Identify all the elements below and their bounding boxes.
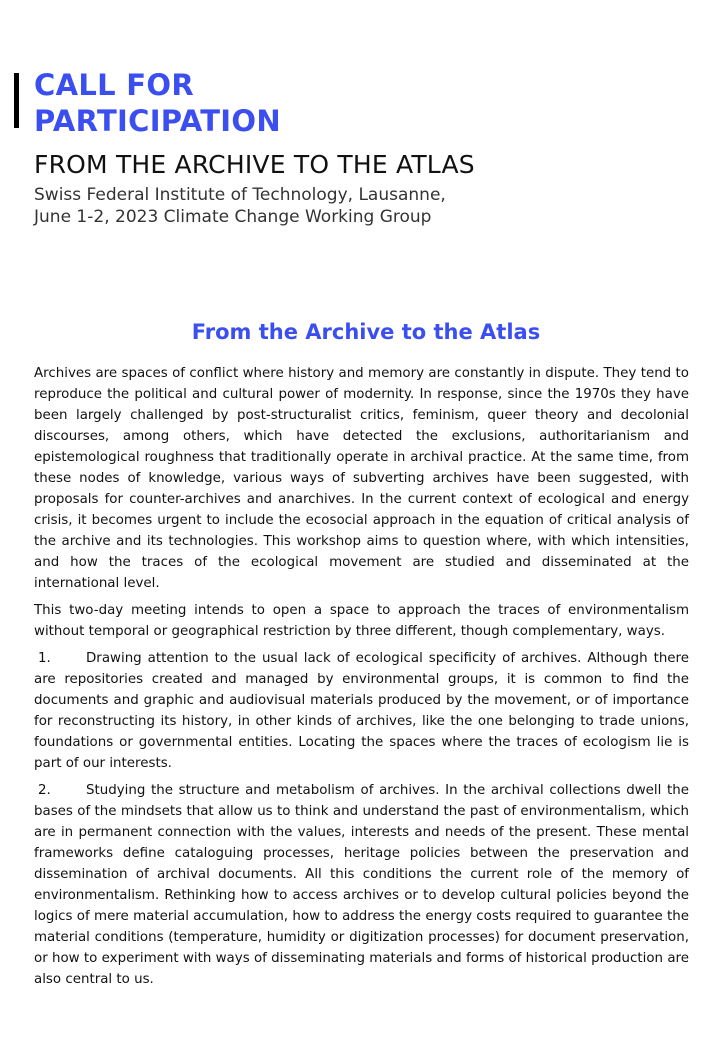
list-item-1 — [34, 648, 689, 774]
subtitle-line-1: Swiss Federal Institute of Technology, Lausanne, — [34, 185, 446, 205]
event-title: FROM THE ARCHIVE TO THE ATLAS — [34, 150, 475, 179]
accent-bar — [14, 73, 19, 128]
list-item-number: 2. — [38, 783, 51, 798]
event-subtitle — [34, 184, 446, 228]
body-text — [34, 363, 689, 996]
paragraph-meeting: This two-day meeting intends to open a space to approach the traces of environmentalism without temporal or geographical restriction by three different, though complementary, ways. — [34, 603, 689, 639]
list-item-text: Drawing attention to the usual lack of ecological specificity of archives. Although there are repositories created and managed by environmental groups, it is common to find the documents and graphic and audiovisual materials produced by the movement, or of importance for reconstructing its history, in other kinds of archives, like the one belonging to trade unions, foundations or governmental entities. Locating the spaces where the traces of ecologism lie is part of our interests. — [34, 651, 689, 771]
call-line-1: CALL FOR — [34, 68, 194, 102]
subtitle-line-2: June 1-2, 2023 Climate Change Working Group — [34, 207, 432, 227]
list-item-text: Studying the structure and metabolism of archives. In the archival collections dwell the bases of the mindsets that allow us to think and understand the past of environmentalism, which are in permanent connection with the values, interests and needs of the present. These mental frameworks define cataloguing processes, heritage policies between the preservation and dissemination of archival documents. All this conditions the current role of the memory of environmentalism. Rethinking how to access archives or to develop cultural policies beyond the logics of mere material accumulation, how to address the energy costs required to guarantee the material conditions (temperature, humidity or digitization processes) for document preservation, or how to experiment with ways of disseminating materials and forms of historical production are also central to us. — [34, 783, 689, 987]
list-item-2 — [34, 780, 689, 990]
call-for-participation-heading — [34, 67, 281, 139]
paragraph-intro: Archives are spaces of conflict where history and memory are constantly in dispute. They tend to reproduce the political and cultural power of modernity. In response, since the 1970s they have been largely challenged by post-structuralist critics, feminism, queer theory and decolonial discourses, among others, which have detected the exclusions, authoritarianism and epistemological roughness that traditionally operate in archival practice. At the same time, from these nodes of knowledge, various ways of subverting archives have been suggested, with proposals for counter-archives and anarchives. In the current context of ecological and energy crisis, it becomes urgent to include the ecosocial approach in the equation of critical analysis of the archive and its technologies. This workshop aims to question where, with which intensities, and how the traces of the ecological movement are studied and disseminated at the international level. — [34, 366, 689, 591]
list-item-number: 1. — [38, 651, 51, 666]
section-heading: From the Archive to the Atlas — [191, 320, 541, 344]
call-line-2: PARTICIPATION — [34, 104, 281, 138]
